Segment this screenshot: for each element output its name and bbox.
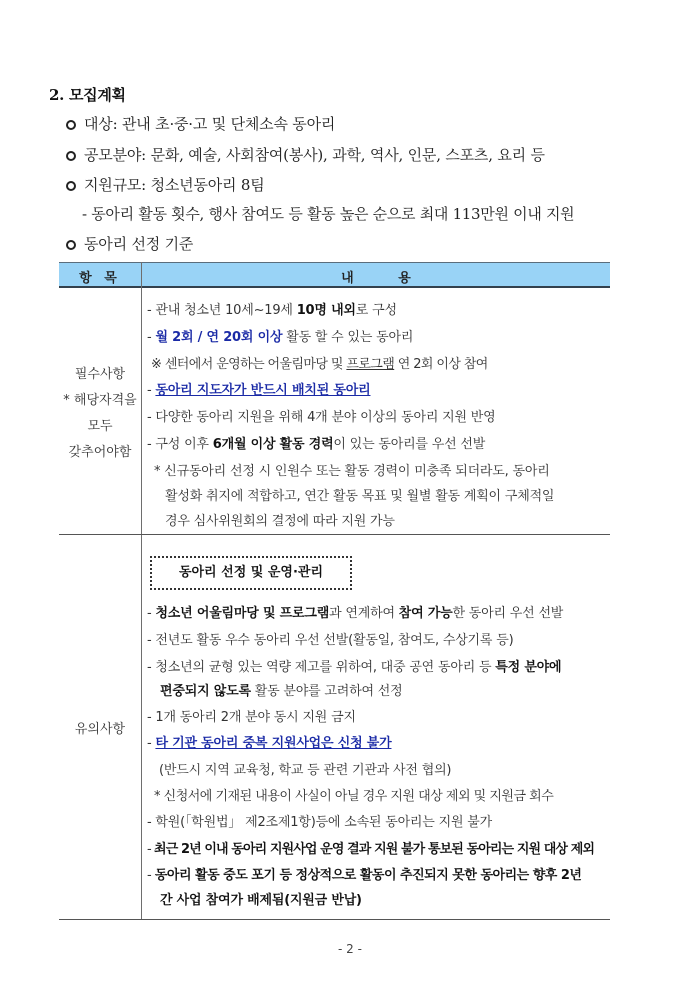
notes-row: (반드시 지역 교육청, 학교 등 관련 기관과 사전 협의) xyxy=(159,763,452,778)
column-divider xyxy=(141,262,142,920)
bullet-scale: 지원규모: 청소년동아리 8팀 xyxy=(66,174,265,195)
required-row: ※ 센터에서 운영하는 어울림마당 및 프로그램 연 2회 이상 참여 xyxy=(151,357,488,372)
criteria-table xyxy=(59,262,610,920)
notes-row: 간 사업 참여가 배제됨(지원금 반납) xyxy=(160,893,362,908)
notes-row: 편중되지 않도록 활동 분야를 고려하여 선정 xyxy=(160,684,403,699)
required-label: 필수사항 * 해당자격을 모두 갖추어야함 xyxy=(63,367,137,460)
required-row: - 월 2회 / 연 20회 이상 활동 할 수 있는 동아리 xyxy=(147,330,414,345)
circle-bullet-icon xyxy=(66,181,76,191)
required-row: - 다양한 동아리 지원을 위해 4개 분야 이상의 동아리 지원 반영 xyxy=(147,410,496,425)
circle-bullet-icon xyxy=(66,151,76,161)
notes-row: - 동아리 활동 중도 포기 등 정상적으로 활동이 추진되지 못한 동아리는 향후 2년 xyxy=(147,868,582,883)
notes-row: - 청소년의 균형 있는 역량 제고를 위하여, 대중 공연 동아리 등 특정 분야에 xyxy=(147,660,562,675)
notes-row: - 타 기관 동아리 중복 지원사업은 신청 불가 xyxy=(147,736,392,751)
notes-row: - 1개 동아리 2개 분야 동시 지원 금지 xyxy=(147,710,356,725)
notes-box-title: 동아리 선정 및 운영·관리 xyxy=(150,556,352,590)
section-title: 2. 모집계획 xyxy=(49,86,126,104)
notes-row: - 학원(「학원법」 제2조제1항)등에 소속된 동아리는 지원 불가 xyxy=(147,815,492,830)
notes-row: - 최근 2년 이내 동아리 지원사업 운영 결과 지원 불가 통보된 동아리는 지원 대상 제외 xyxy=(147,842,595,857)
header-content: 내 용 xyxy=(341,271,411,286)
bullet-fields: 공모분야: 문화, 예술, 사회참여(봉사), 과학, 역사, 인문, 스포츠, 요리 등 xyxy=(66,144,545,165)
notes-row: - 청소년 어울림마당 및 프로그램과 연계하여 참여 가능한 동아리 우선 선발 xyxy=(147,606,564,621)
circle-bullet-icon xyxy=(66,120,76,130)
bullet-criteria: 동아리 선정 기준 xyxy=(66,233,193,254)
required-row: 활성화 취지에 적합하고, 연간 활동 목표 및 월별 활동 계획이 구체적일 xyxy=(165,489,555,504)
notes-label: 유의사항 xyxy=(74,722,126,737)
required-row: - 동아리 지도자가 반드시 배치된 동아리 xyxy=(147,383,371,398)
required-row: - 구성 이후 6개월 이상 활동 경력이 있는 동아리를 우선 선발 xyxy=(147,437,486,452)
support-detail: - 동아리 활동 횟수, 행사 참여도 등 활동 높은 순으로 최대 113만원 이내 지원 xyxy=(82,205,575,223)
table-bottom-border xyxy=(59,919,610,920)
required-row: * 신규동아리 선정 시 인원수 또는 활동 경력이 미충족 되더라도, 동아리 xyxy=(154,464,550,479)
required-row: - 관내 청소년 10세~19세 10명 내외로 구성 xyxy=(147,303,397,318)
notes-row: * 신청서에 기재된 내용이 사실이 아닐 경우 지원 대상 제외 및 지원금 회수 xyxy=(154,789,554,804)
row-divider xyxy=(59,534,610,535)
bullet-target: 대상: 관내 초·중·고 및 단체소속 동아리 xyxy=(66,113,335,134)
required-row: 경우 심사위원회의 결정에 따라 지원 가능 xyxy=(165,514,395,529)
header-item: 항 목 xyxy=(79,271,121,286)
notes-row: - 전년도 활동 우수 동아리 우선 선발(활동일, 참여도, 수상기록 등) xyxy=(147,633,514,648)
circle-bullet-icon xyxy=(66,240,76,250)
page-number: - 2 - xyxy=(338,942,362,956)
